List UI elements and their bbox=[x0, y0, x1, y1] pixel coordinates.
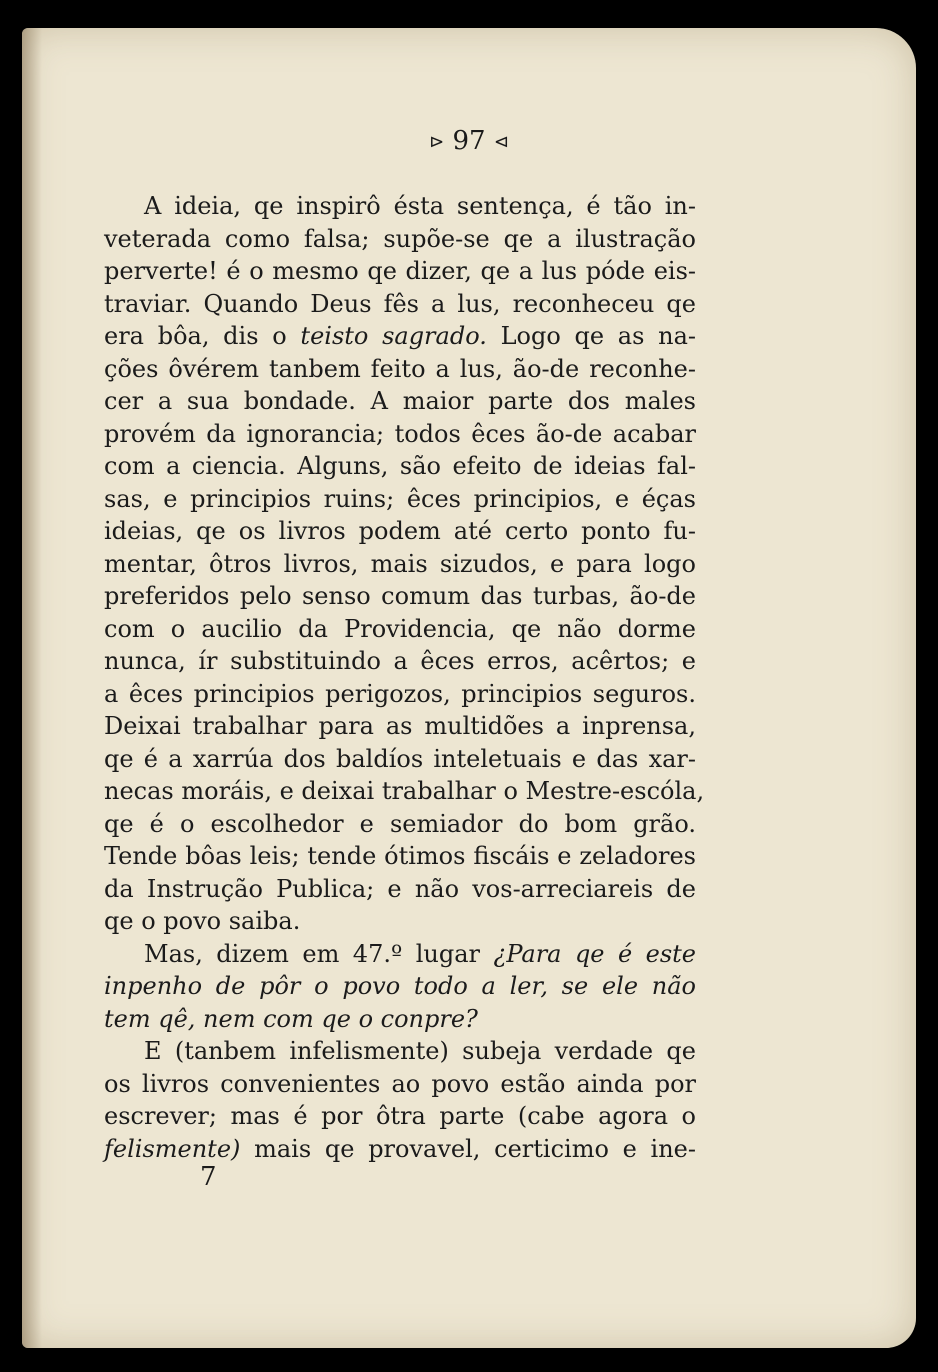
text-line: veterada como falsa; supõe-se qe a ilustração bbox=[104, 224, 696, 253]
text-line: da Instrução Publica; e não vos-arreciareis de bbox=[104, 874, 696, 903]
text-line: com o aucilio da Providencia, qe não dorme bbox=[104, 614, 696, 643]
page-number: 97 bbox=[452, 126, 486, 156]
page-spine-shadow bbox=[22, 28, 42, 1348]
left-ornament-icon: ⊳ bbox=[429, 131, 445, 153]
signature-mark: 7 bbox=[200, 1162, 217, 1192]
text-line bbox=[104, 938, 696, 971]
italic-text: tem qê, nem com qe o conpre? bbox=[104, 1004, 478, 1033]
text-line: a êces principios perigozos, principios seguros. bbox=[104, 679, 696, 708]
text-line: necas moráis, e deixai trabalhar o Mestre-escóla, bbox=[104, 777, 705, 805]
text-segment: era bôa, dis o bbox=[104, 322, 301, 350]
text-line: perverte! é o mesmo qe dizer, qe a lus póde eis- bbox=[104, 257, 696, 285]
text-line: provém da ignorancia; todos êces ão-de acabar bbox=[104, 419, 696, 448]
text-line: Tende bôas leis; tende ótimos fiscáis e zeladores bbox=[104, 842, 696, 870]
text-line: cer a sua bondade. A maior parte dos males bbox=[104, 387, 696, 415]
text-line bbox=[104, 1003, 696, 1036]
page-body-text bbox=[104, 190, 705, 1165]
text-segment: mais qe provavel, certicimo e ine- bbox=[240, 1134, 696, 1163]
italic-text: inpenho de pôr o povo todo a ler, se ele não bbox=[104, 972, 696, 1000]
right-ornament-icon: ⊲ bbox=[493, 131, 509, 153]
italic-text: ¿Para qe é este bbox=[493, 939, 696, 968]
italic-text: teisto sagrado. bbox=[300, 322, 487, 350]
text-line bbox=[104, 1133, 696, 1166]
text-line: qe é a xarrúa dos baldíos inteletuais e das xar- bbox=[104, 744, 696, 773]
text-line: preferidos pelo senso comum das turbas, ão-de bbox=[104, 582, 696, 610]
text-line bbox=[104, 320, 696, 353]
text-line: com a ciencia. Alguns, são efeito de ideias fal- bbox=[104, 452, 696, 480]
text-line: ções ôvérem tanbem feito a lus, ão-de reconhe- bbox=[104, 354, 696, 383]
page-header bbox=[0, 126, 938, 156]
text-line: A ideia, qe inspirô ésta sentença, é tão in- bbox=[144, 192, 696, 220]
text-line: traviar. Quando Deus fês a lus, reconheceu qe bbox=[104, 289, 696, 318]
text-line: ideias, qe os livros podem até certo ponto fu- bbox=[104, 517, 696, 545]
text-line: nunca, ír substituindo a êces erros, acêrtos; e bbox=[104, 647, 696, 675]
text-line: qe é o escolhedor e semiador do bom grão. bbox=[104, 809, 696, 838]
text-line: Deixai trabalhar para as multidões a inprensa, bbox=[104, 712, 696, 740]
text-line: E (tanbem infelismente) subeja verdade qe bbox=[144, 1037, 696, 1065]
text-line: qe o povo saiba. bbox=[104, 907, 301, 935]
text-segment: Mas, dizem em 47.º lugar bbox=[144, 939, 494, 968]
text-segment: escrever; mas é por ôtra parte (cabe agora o bbox=[104, 1102, 696, 1130]
text-segment: Logo qe as na- bbox=[486, 322, 697, 350]
text-line: sas, e principios ruins; êces principios, e éças bbox=[104, 484, 696, 513]
text-line bbox=[104, 970, 696, 1003]
text-line: mentar, ôtros livros, mais sizudos, e para logo bbox=[104, 549, 696, 578]
text-line bbox=[104, 1100, 696, 1133]
italic-text: felismente) bbox=[104, 1134, 241, 1163]
text-line: os livros convenientes ao povo estão ainda por bbox=[104, 1069, 696, 1098]
